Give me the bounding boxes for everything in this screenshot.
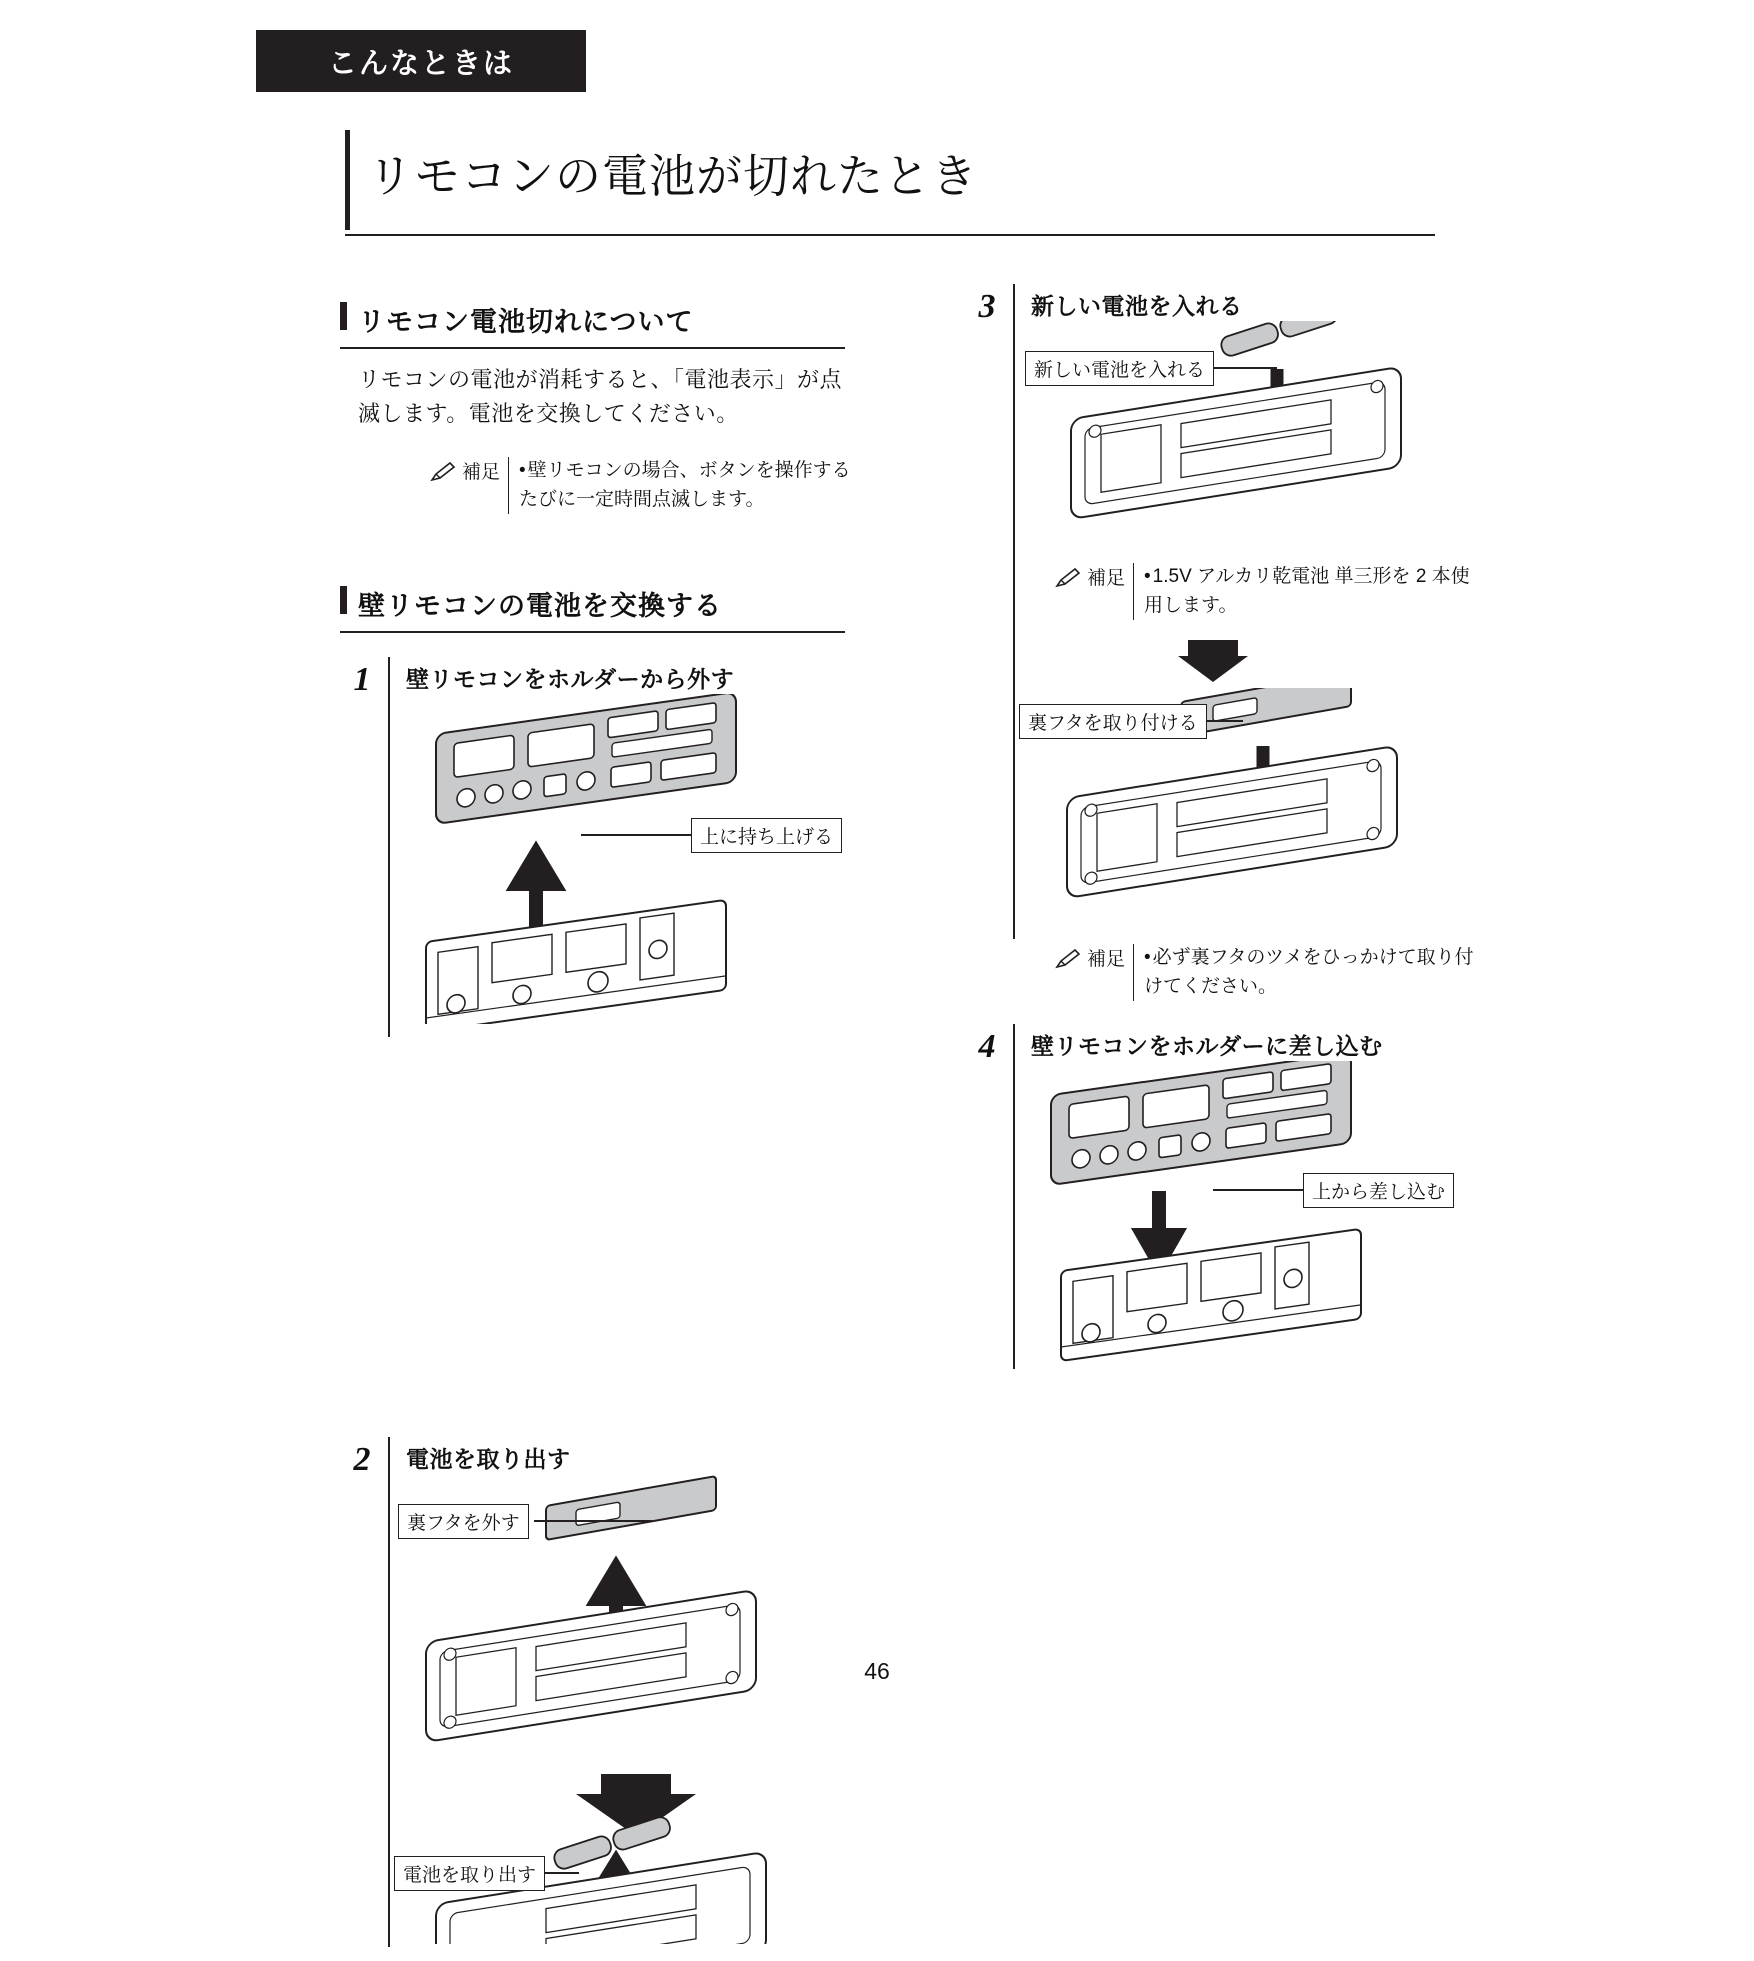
section-accent-bar [340,302,347,330]
callout-leader [1213,1189,1303,1191]
section-replace-battery [340,584,860,633]
callout-leader [534,1520,652,1522]
note-block [1031,944,1485,1001]
pencil-icon [1055,948,1081,970]
note-text: • 壁リモコンの場合、ボタンを操作するたびに一定時間点滅します。 [508,457,860,514]
down-arrow-icon [1176,638,1250,684]
figure-remote-unmount [406,694,860,1024]
step-heading: 壁リモコンをホルダーに差し込む [1031,1033,1383,1059]
note-label: 補足 [1087,568,1126,589]
step-number: 3 [978,288,996,325]
left-column [340,300,860,1961]
section-rule [340,347,845,349]
step-number: 4 [978,1028,996,1065]
step-heading: 新しい電池を入れる [1031,293,1243,319]
page-title-block [345,130,1435,238]
step-3 [965,288,1485,997]
remote-into-holder-illustration [1031,1061,1491,1371]
flow-arrow [1176,638,1485,684]
callout-leader [581,834,691,836]
step-number: 1 [353,661,371,699]
step-figure-area [340,1474,860,1944]
step-2 [340,1441,860,1961]
section-heading: リモコン電池切れについて [358,307,694,337]
note-bullet: • [1144,566,1151,587]
section-rule [340,631,845,633]
chapter-tab: こんなときは [256,30,586,92]
title-accent-bar [345,130,350,230]
figure-insert-into-holder [1031,1061,1485,1371]
note-block [1031,563,1485,620]
callout-take-out-battery: 電池を取り出す [394,1856,545,1891]
step-heading: 電池を取り出す [406,1446,571,1473]
pencil-icon [1055,567,1081,589]
step-4 [965,1028,1485,1378]
note-label: 補足 [462,462,501,484]
step-heading: 壁リモコンをホルダーから外す [406,666,735,693]
section-heading: 壁リモコンの電池を交換する [358,591,722,622]
callout-insert-from-above: 上から差し込む [1303,1173,1454,1208]
right-column [965,288,1485,1378]
step-1 [340,661,860,1051]
figure-attach-cover [1028,688,1485,928]
remote-and-holder-illustration [406,694,866,1024]
title-rule [345,234,1435,236]
step-figure-area [965,321,1485,1001]
callout-lift-up: 上に持ち上げる [691,818,842,853]
note-text: • 1.5V アルカリ乾電池 単三形を 2 本使用します。 [1133,563,1485,620]
note-text: • 必ず裏フタのツメをひっかけて取り付けてください。 [1133,944,1485,1001]
page-title: リモコンの電池が切れたとき [367,150,978,202]
note-bullet: • [519,460,526,482]
callout-insert-new-battery: 新しい電池を入れる [1025,351,1214,386]
note-bullet: • [1144,947,1151,968]
section-about-battery [340,300,860,349]
figure-remove-cover-and-battery [403,1474,860,1944]
callout-attach-cover: 裏フタを取り付ける [1019,704,1207,739]
pencil-icon [430,461,456,483]
note-label: 補足 [1087,949,1126,970]
step-figure-area [965,1061,1485,1371]
step-number: 2 [353,1441,371,1479]
callout-remove-cover: 裏フタを外す [398,1504,529,1539]
step-figure-area [340,694,860,1024]
page-number: 46 [864,1658,890,1684]
note-block [340,457,860,514]
section-body-text: リモコンの電池が消耗すると、「電池表示」が点滅します。電池を交換してください。 [358,367,843,427]
section-accent-bar [340,586,347,614]
figure-insert-batteries [1031,321,1485,541]
callout-leader [1203,367,1277,369]
